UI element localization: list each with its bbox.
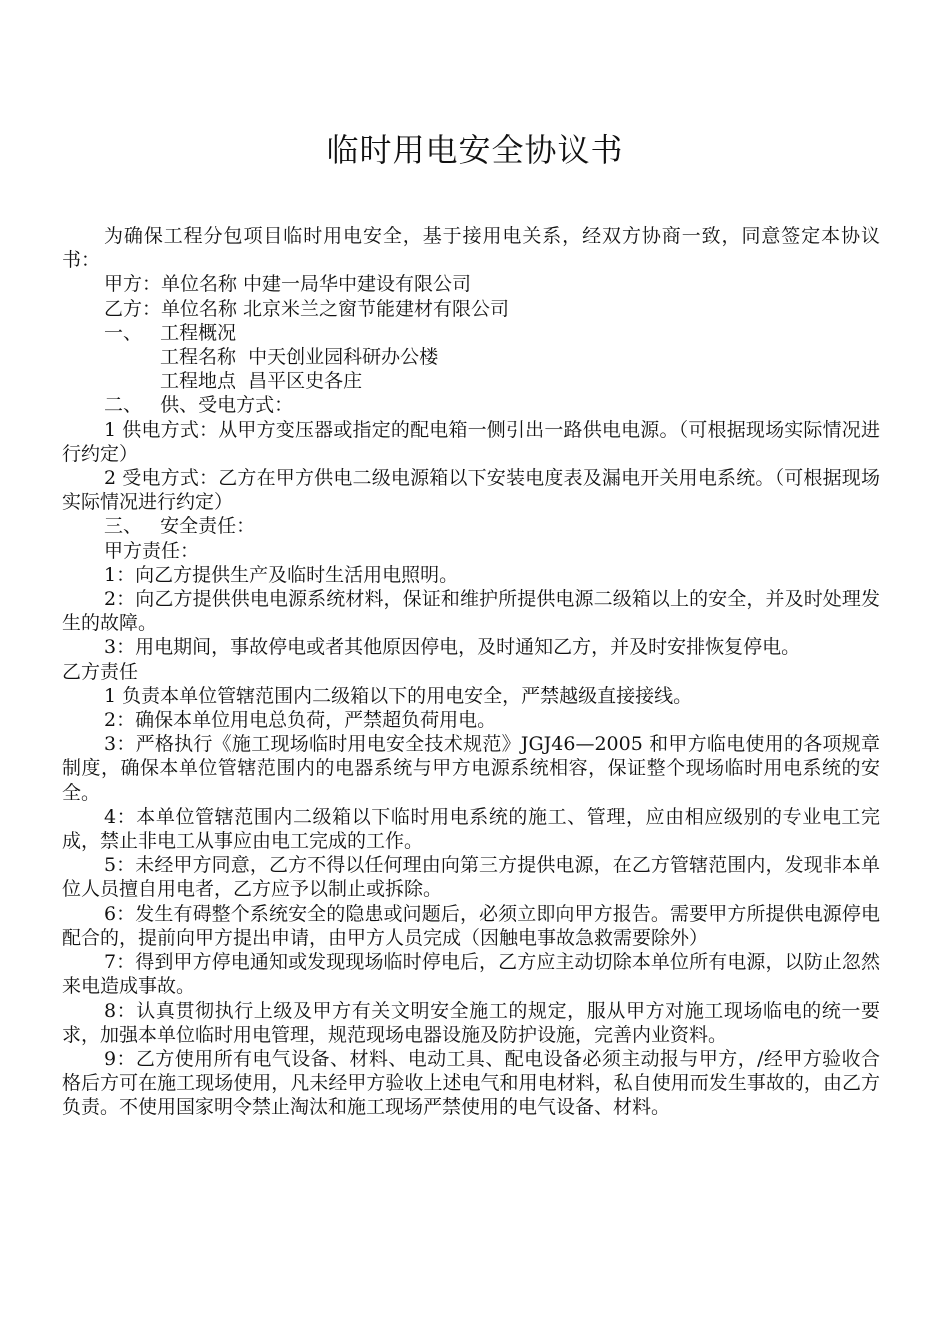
party-b-item: 5：未经甲方同意，乙方不得以任何理由向第三方提供电源，在乙方管辖范围内，发现非本单位人员擅自用电者，乙方应予以制止或拆除。 [62,854,880,901]
project-location-line: 工程地点 昌平区史各庄 [160,370,363,393]
section-3-heading: 三、 安全责任： [104,515,256,538]
party-b-item: 1 负责本单位管辖范围内二级箱以下的用电安全，严禁越级直接接线。 [104,684,693,707]
party-b-item: 2：确保本单位用电总负荷，严禁超负荷用电。 [104,709,497,732]
party-b-item: 3：严格执行《施工现场临时用电安全技术规范》JGJ46—2005 和甲方临电使用的各项规章制度，确保本单位管辖范围内的电器系统与甲方电源系统相容，保证整个现场临时用电系统的安全。 [62,733,880,804]
section-1-heading: 一、 工程概况 [104,321,237,344]
party-b-item: 8：认真贯彻执行上级及甲方有关文明安全施工的规定，服从甲方对施工现场临电的统一要求，加强本单位临时用电管理，规范现场电器设施及防护设施，完善内业资料。 [62,999,880,1046]
document-title: 临时用电安全协议书 [326,131,624,169]
project-name-line: 工程名称 中天创业园科研办公楼 [160,346,439,369]
party-a-responsibility-heading: 甲方责任： [104,539,200,562]
party-a-item: 2：向乙方提供供电电源系统材料，保证和维护所提供电源二级箱以上的安全，并及时处理发生的故障。 [62,588,880,635]
party-b-item: 4：本单位管辖范围内二级箱以下临时用电系统的施工、管理，应由相应级别的专业电工完成，禁止非电工从事应由电工完成的工作。 [62,805,880,853]
party-a-item: 3：用电期间，事故停电或者其他原因停电，及时通知乙方，并及时安排恢复停电。 [104,636,801,659]
party-b-responsibility-heading: 乙方责任 [62,660,139,683]
party-a-line: 甲方：单位名称 中建一局华中建设有限公司 [104,273,472,296]
intro-paragraph: 为确保工程分包项目临时用电安全，基于接用电关系，经双方协商一致，同意签定本协议书： [62,225,880,272]
party-b-item: 7：得到甲方停电通知或发现现场临时停电后，乙方应主动切除本单位所有电源，以防止忽然来电造成事故。 [62,951,880,998]
supply-mode-paragraph: 1 供电方式：从甲方变压器或指定的配电箱一侧引出一路供电电源。（可根据现场实际情况进行约定） [62,418,880,465]
section-2-heading: 二、 供、受电方式： [104,394,294,417]
party-b-line: 乙方：单位名称 北京米兰之窗节能建材有限公司 [104,297,510,320]
party-b-item: 9：乙方使用所有电气设备、材料、电动工具、配电设备必须主动报与甲方，/经甲方验收合格后方可在施工现场使用，凡未经甲方验收上述电气和用电材料，私自使用而发生事故的，由乙方负责。不使用国家明令禁止淘汰和施工现场严禁使用的电气设备、材料。 [62,1047,880,1119]
party-b-item: 6：发生有碍整个系统安全的隐患或问题后，必须立即向甲方报告。需要甲方所提供电源停电配合的，提前向甲方提出申请，由甲方人员完成（因触电事故急救需要除外） [62,902,880,949]
document-body [62,224,880,1120]
party-a-item: 1：向乙方提供生产及临时生活用电照明。 [104,563,459,586]
receive-mode-paragraph: 2 受电方式：乙方在甲方供电二级电源箱以下安装电度表及漏电开关用电系统。（可根据现场实际情况进行约定） [62,467,880,514]
